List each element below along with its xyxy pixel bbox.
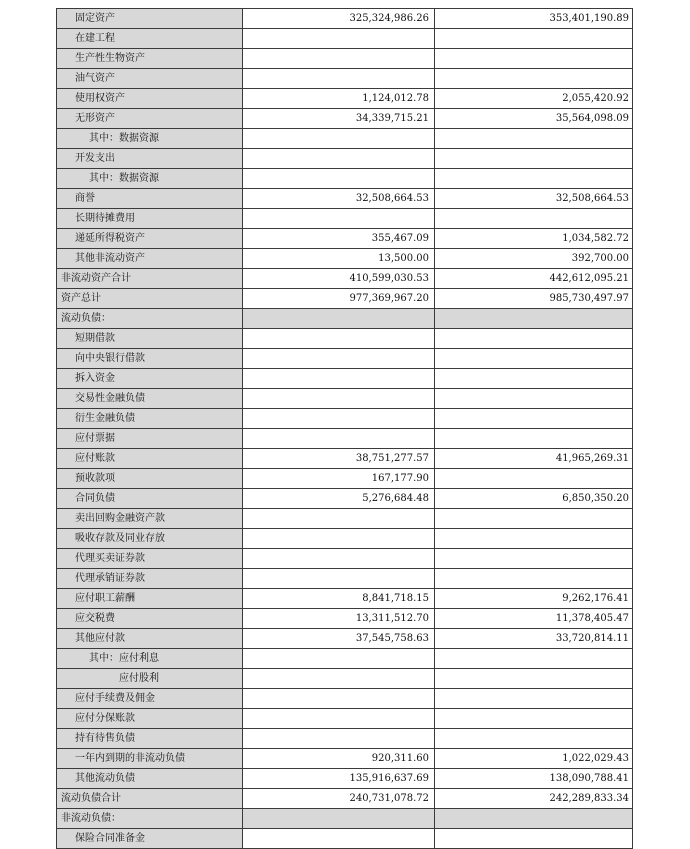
prior-period-value (435, 49, 633, 69)
table-row (57, 609, 633, 629)
current-period-value: 355,467.09 (243, 229, 435, 249)
current-period-value (243, 129, 435, 149)
row-label-cell (57, 349, 243, 369)
row-label: 应付手续费及佣金 (75, 693, 155, 704)
row-label-cell (57, 769, 243, 789)
row-label-cell (57, 729, 243, 749)
prior-period-value: 33,720,814.11 (435, 629, 633, 649)
row-label-cell (57, 689, 243, 709)
row-label-cell (57, 489, 243, 509)
table-row (57, 269, 633, 289)
prior-period-value (435, 149, 633, 169)
row-label-cell (57, 9, 243, 29)
row-label-cell (57, 269, 243, 289)
prior-period-value: 6,850,350.20 (435, 489, 633, 509)
row-label-cell (57, 829, 243, 849)
table-row (57, 49, 633, 69)
table-row (57, 749, 633, 769)
current-period-value (243, 429, 435, 449)
table-row (57, 229, 633, 249)
current-period-value: 37,545,758.63 (243, 629, 435, 649)
row-label-cell (57, 329, 243, 349)
prior-period-value: 353,401,190.89 (435, 9, 633, 29)
row-label-cell (57, 129, 243, 149)
current-period-value (243, 389, 435, 409)
row-label-cell (57, 429, 243, 449)
prior-period-value (435, 549, 633, 569)
row-label: 代理买卖证券款 (75, 553, 145, 564)
prior-period-value: 1,022,029.43 (435, 749, 633, 769)
table-row (57, 69, 633, 89)
table-row (57, 789, 633, 809)
current-period-value (243, 529, 435, 549)
table-row (57, 729, 633, 749)
table-row (57, 529, 633, 549)
prior-period-value: 392,700.00 (435, 249, 633, 269)
table-row (57, 9, 633, 29)
table-row (57, 389, 633, 409)
current-period-value: 135,916,637.69 (243, 769, 435, 789)
current-period-value (243, 829, 435, 849)
prior-period-value (435, 509, 633, 529)
table-row (57, 569, 633, 589)
table-row (57, 109, 633, 129)
current-period-value (243, 169, 435, 189)
current-period-value (243, 309, 435, 329)
prior-period-value (435, 409, 633, 429)
row-label-cell (57, 29, 243, 49)
row-label: 应付账款 (75, 453, 115, 464)
current-period-value: 34,339,715.21 (243, 109, 435, 129)
prior-period-value (435, 389, 633, 409)
row-label: 应付股利 (119, 673, 159, 684)
row-label-cell (57, 209, 243, 229)
current-period-value (243, 729, 435, 749)
prior-period-value (435, 529, 633, 549)
row-label-cell (57, 229, 243, 249)
table-row (57, 169, 633, 189)
prior-period-value (435, 29, 633, 49)
table-row (57, 449, 633, 469)
current-period-value (243, 409, 435, 429)
prior-period-value (435, 329, 633, 349)
row-label: 向中央银行借款 (75, 353, 145, 364)
prior-period-value (435, 829, 633, 849)
prior-period-value (435, 209, 633, 229)
current-period-value (243, 669, 435, 689)
table-row (57, 329, 633, 349)
current-period-value (243, 329, 435, 349)
current-period-value: 13,311,512.70 (243, 609, 435, 629)
current-period-value: 5,276,684.48 (243, 489, 435, 509)
table-row (57, 589, 633, 609)
balance-sheet-body (57, 9, 633, 849)
table-row (57, 649, 633, 669)
table-row (57, 249, 633, 269)
row-label: 无形资产 (75, 113, 115, 124)
current-period-value: 38,751,277.57 (243, 449, 435, 469)
row-label: 短期借款 (75, 333, 115, 344)
row-label: 代理承销证券款 (75, 573, 145, 584)
current-period-value (243, 549, 435, 569)
row-label-cell (57, 649, 243, 669)
prior-period-value (435, 689, 633, 709)
table-row (57, 89, 633, 109)
prior-period-value: 41,965,269.31 (435, 449, 633, 469)
row-label: 其中：数据资源 (89, 133, 159, 144)
row-label: 长期待摊费用 (75, 213, 135, 224)
prior-period-value: 985,730,497.97 (435, 289, 633, 309)
prior-period-value: 9,262,176.41 (435, 589, 633, 609)
row-label: 其他非流动资产 (75, 253, 145, 264)
row-label: 应付职工薪酬 (75, 593, 135, 604)
row-label-cell (57, 189, 243, 209)
row-label-cell (57, 589, 243, 609)
row-label: 其中：应付利息 (89, 653, 159, 664)
prior-period-value: 442,612,095.21 (435, 269, 633, 289)
row-label: 商誉 (75, 193, 95, 204)
table-row (57, 129, 633, 149)
row-label: 拆入资金 (75, 373, 115, 384)
table-row (57, 189, 633, 209)
current-period-value: 410,599,030.53 (243, 269, 435, 289)
row-label: 保险合同准备金 (75, 833, 145, 844)
row-label-cell (57, 89, 243, 109)
row-label: 非流动负债： (61, 813, 121, 824)
current-period-value (243, 569, 435, 589)
prior-period-value (435, 349, 633, 369)
current-period-value (243, 349, 435, 369)
row-label: 流动负债： (61, 313, 111, 324)
row-label: 持有待售负债 (75, 733, 135, 744)
current-period-value (243, 49, 435, 69)
row-label-cell (57, 529, 243, 549)
prior-period-value (435, 469, 633, 489)
table-row (57, 349, 633, 369)
table-row (57, 29, 633, 49)
current-period-value: 167,177.90 (243, 469, 435, 489)
current-period-value (243, 29, 435, 49)
row-label-cell (57, 569, 243, 589)
row-label-cell (57, 809, 243, 829)
row-label: 其中：数据资源 (89, 173, 159, 184)
table-row (57, 409, 633, 429)
table-row (57, 149, 633, 169)
row-label-cell (57, 789, 243, 809)
section-header-row (57, 809, 633, 829)
prior-period-value (435, 569, 633, 589)
table-row (57, 829, 633, 849)
prior-period-value: 138,090,788.41 (435, 769, 633, 789)
table-row (57, 629, 633, 649)
current-period-value: 13,500.00 (243, 249, 435, 269)
row-label-cell (57, 69, 243, 89)
current-period-value: 32,508,664.53 (243, 189, 435, 209)
section-header-row (57, 309, 633, 329)
prior-period-value (435, 129, 633, 149)
table-row (57, 769, 633, 789)
row-label: 交易性金融负债 (75, 393, 145, 404)
row-label: 油气资产 (75, 73, 115, 84)
row-label: 一年内到期的非流动负债 (75, 753, 185, 764)
row-label: 应交税费 (75, 613, 115, 624)
row-label-cell (57, 709, 243, 729)
row-label-cell (57, 389, 243, 409)
row-label: 生产性生物资产 (75, 53, 145, 64)
row-label-cell (57, 469, 243, 489)
table-row (57, 669, 633, 689)
row-label-cell (57, 449, 243, 469)
prior-period-value (435, 169, 633, 189)
row-label-cell (57, 369, 243, 389)
prior-period-value: 32,508,664.53 (435, 189, 633, 209)
current-period-value (243, 69, 435, 89)
current-period-value (243, 209, 435, 229)
row-label-cell (57, 109, 243, 129)
current-period-value: 1,124,012.78 (243, 89, 435, 109)
row-label: 固定资产 (75, 13, 115, 24)
table-row (57, 469, 633, 489)
prior-period-value (435, 69, 633, 89)
prior-period-value (435, 649, 633, 669)
row-label: 应付分保账款 (75, 713, 135, 724)
row-label: 资产总计 (61, 293, 101, 304)
prior-period-value (435, 709, 633, 729)
row-label-cell (57, 669, 243, 689)
prior-period-value (435, 669, 633, 689)
prior-period-value: 242,289,833.34 (435, 789, 633, 809)
row-label-cell (57, 309, 243, 329)
row-label-cell (57, 549, 243, 569)
prior-period-value: 2,055,420.92 (435, 89, 633, 109)
row-label: 流动负债合计 (61, 793, 121, 804)
current-period-value (243, 689, 435, 709)
current-period-value (243, 369, 435, 389)
current-period-value (243, 709, 435, 729)
table-row (57, 289, 633, 309)
row-label: 递延所得税资产 (75, 233, 145, 244)
row-label: 其他流动负债 (75, 773, 135, 784)
table-row (57, 369, 633, 389)
balance-sheet-table (56, 8, 633, 849)
table-row (57, 509, 633, 529)
row-label: 衍生金融负债 (75, 413, 135, 424)
row-label: 合同负债 (75, 493, 115, 504)
current-period-value: 325,324,986.26 (243, 9, 435, 29)
current-period-value: 977,369,967.20 (243, 289, 435, 309)
prior-period-value (435, 369, 633, 389)
row-label-cell (57, 289, 243, 309)
row-label-cell (57, 629, 243, 649)
row-label: 非流动资产合计 (61, 273, 131, 284)
row-label: 吸收存款及同业存放 (75, 533, 165, 544)
row-label-cell (57, 49, 243, 69)
row-label-cell (57, 249, 243, 269)
current-period-value (243, 149, 435, 169)
table-row (57, 549, 633, 569)
row-label: 在建工程 (75, 33, 115, 44)
table-row (57, 709, 633, 729)
prior-period-value: 11,378,405.47 (435, 609, 633, 629)
row-label: 卖出回购金融资产款 (75, 513, 165, 524)
row-label-cell (57, 749, 243, 769)
row-label: 其他应付款 (75, 633, 125, 644)
prior-period-value (435, 729, 633, 749)
row-label-cell (57, 169, 243, 189)
table-row (57, 489, 633, 509)
row-label: 应付票据 (75, 433, 115, 444)
prior-period-value (435, 429, 633, 449)
prior-period-value: 35,564,098.09 (435, 109, 633, 129)
prior-period-value (435, 809, 633, 829)
table-row (57, 429, 633, 449)
row-label: 开发支出 (75, 153, 115, 164)
current-period-value (243, 809, 435, 829)
row-label: 使用权资产 (75, 93, 125, 104)
current-period-value (243, 509, 435, 529)
row-label-cell (57, 609, 243, 629)
table-row (57, 209, 633, 229)
current-period-value (243, 649, 435, 669)
row-label-cell (57, 509, 243, 529)
current-period-value: 8,841,718.15 (243, 589, 435, 609)
row-label: 预收款项 (75, 473, 115, 484)
prior-period-value: 1,034,582.72 (435, 229, 633, 249)
row-label-cell (57, 409, 243, 429)
table-row (57, 689, 633, 709)
current-period-value: 240,731,078.72 (243, 789, 435, 809)
row-label-cell (57, 149, 243, 169)
current-period-value: 920,311.60 (243, 749, 435, 769)
prior-period-value (435, 309, 633, 329)
